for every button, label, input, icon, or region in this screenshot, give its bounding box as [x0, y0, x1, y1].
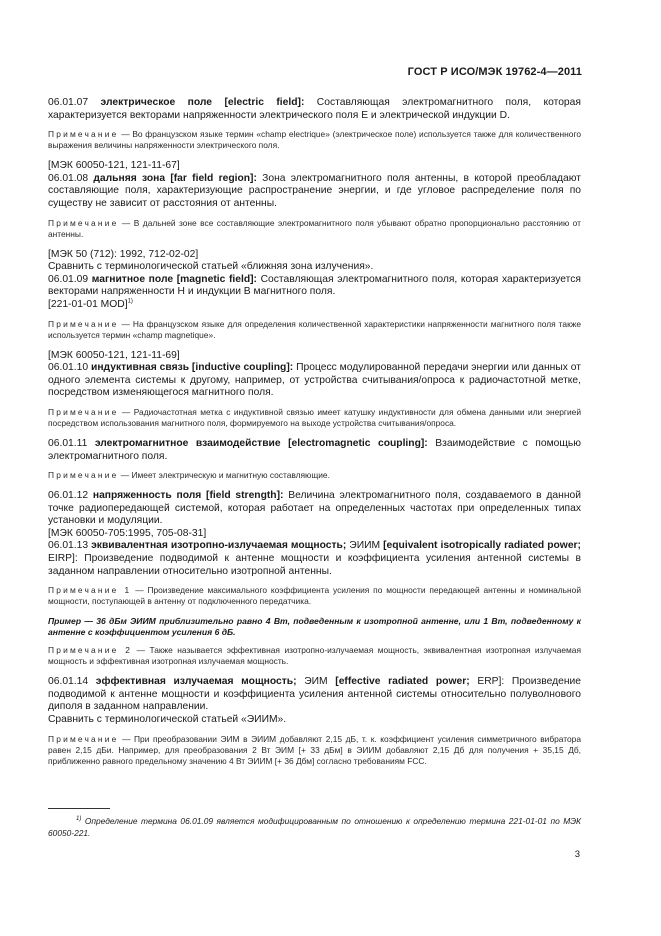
example: Пример — 36 дБм ЭИИМ приблизительно равно 4 Вт, подведенным к изотропной антенне, или 1 Вт, подведенному к антенне с коэффициентом усиления 6 дБ. — [48, 616, 581, 638]
term-title: электрическое поле [electric field]: — [100, 97, 305, 108]
term-english-abbreviation: ERP]: — [469, 676, 505, 688]
term-number: 06.01.08 — [48, 172, 89, 184]
note-text: — Произведение максимального коэффициента усиления по мощности передающей антенны и номинальной мощности, поступающей в антенну от подключенного передатчика. — [48, 585, 581, 607]
term-definition: Составляющая электромагнитного поля, которая характеризуется векторами напряженности электрического поля E и электрической индукции D. — [48, 97, 581, 121]
term-title: дальняя зона [far field region]: — [93, 172, 257, 184]
footnote-mark: 1) — [76, 816, 82, 823]
term-definition: Величина электромагнитного поля, создаваемого в данной точке радиопередающей системой, которая работает на определенных частотах при определенных типах установки и модуляции. — [48, 490, 581, 527]
note-label: Примечание — [48, 645, 119, 656]
note-label: Примечание — [48, 470, 119, 481]
note — [48, 319, 581, 341]
note-label: Примечание — [48, 406, 119, 417]
term-entry-06-01-09 — [48, 274, 581, 299]
term-entry-06-01-14 — [48, 676, 581, 714]
cross-reference: Сравнить с терминологической статьей «ЭИИМ». — [48, 714, 287, 726]
note-number: 1 — [118, 585, 132, 596]
term-title: магнитное поле [magnetic field]: — [91, 273, 257, 285]
term-entry-06-01-12 — [48, 490, 581, 528]
term-title: напряженность поля [field strength]: — [92, 490, 284, 502]
document-code-header: ГОСТ Р ИСО/МЭК 19762-4—2011 — [407, 66, 582, 78]
reference-text: [221-01-01 MOD] — [48, 298, 128, 310]
footnote-ref: 1) — [127, 298, 133, 305]
note — [48, 218, 581, 240]
term-entry-06-01-07 — [48, 97, 581, 122]
term-entry-06-01-10 — [48, 362, 581, 400]
footnote — [48, 816, 581, 839]
reference: [МЭК 60050-121, 121-11-69] — [48, 349, 180, 361]
note-text: — Имеет электрическую и магнитную составляющие. — [118, 470, 330, 481]
term-entry-06-01-08 — [48, 173, 581, 211]
term-number: 06.01.12 — [48, 490, 89, 502]
term-abbreviation: ЭИИМ — [346, 540, 384, 552]
term-title: эквивалентная изотропно-излучаемая мощность; — [91, 540, 347, 552]
term-title: эффективная излучаемая мощность; — [95, 676, 297, 688]
term-definition: Произведение подводимой к антенне мощности и коэффициента усиления антенной системы в заданном направлении относительно изотропной антенны. — [48, 553, 581, 577]
term-number: 06.01.13 — [48, 540, 89, 552]
term-number: 06.01.09 — [48, 273, 89, 285]
note-text: — При преобразовании ЭИМ в ЭИИМ добавляют 2,15 дБ, т. к. коэффициент усиления симметричного вибратора равен 2,15 дБи. Например, для преобразования 2 Вт ЭИМ [+ 33 дБм] в ЭИИМ добавляют 2,15 Дб для получения + 35,15 Дб, приближенно равного предельному значению 4 Вт ЭИИМ [+ 36 Дбм] согласно требованиям FCC. — [48, 733, 581, 766]
term-definition: Процесс модулированной передачи энергии или данных от одного элемента системы к другому, например, от устройства считывания/опроса к радиочастотной метке, посредством изменяющегося магнитного поля. — [48, 362, 581, 399]
term-abbreviation: ЭИМ — [296, 676, 336, 688]
term-title: электромагнитное взаимодействие [electromagnetic coupling]: — [94, 437, 428, 449]
term-definition: Зона электромагнитного поля антенны, в которой преобладают составляющие поля, характеризующие распространение энергии, и где угловое распределение поля по существу не зависит от расстояния от антенны. — [48, 172, 581, 209]
term-english: [effective radiated power; — [335, 676, 470, 688]
term-english-abbreviation: EIRP]: — [48, 553, 78, 565]
term-entry-06-01-11 — [48, 438, 581, 463]
note-label: Примечание — [48, 129, 119, 140]
note-text: — В дальней зоне все составляющие электромагнитного поля убывают обратно пропорционально расстоянию от антенны. — [48, 217, 581, 239]
term-title: индуктивная связь [inductive coupling]: — [91, 362, 294, 374]
term-english: [equivalent isotropically radiated power; — [383, 540, 581, 552]
note-label: Примечание — [48, 585, 119, 596]
note — [48, 585, 581, 607]
footnote-text: Определение термина 06.01.09 является модифицированным по отношению к определению термина 221-01-01 по МЭК 60050-221. — [48, 816, 581, 838]
term-number: 06.01.07 — [48, 97, 89, 108]
reference — [48, 299, 581, 312]
term-definition: Взаимодействие с помощью электромагнитного поля. — [48, 437, 581, 462]
term-number: 06.01.11 — [48, 437, 88, 449]
note — [48, 407, 581, 429]
term-definition: Произведение подводимой к антенне мощности и коэффициента усиления антенной системы относительно полуволнового диполя в заданном направлении. — [48, 676, 581, 713]
note-text: — Во французском языке термин «champ electrique» (электрическое поле) используется также для количественного выражения величины напряженности электрического поля. — [48, 129, 581, 151]
term-number: 06.01.14 — [48, 676, 89, 688]
note — [48, 470, 581, 481]
reference: [МЭК 50 (712): 1992, 712-02-02] — [48, 248, 199, 260]
note-label: Примечание — [48, 733, 119, 744]
footnote-separator — [48, 808, 110, 809]
cross-reference: Сравнить с терминологической статьей «ближняя зона излучения». — [48, 261, 374, 273]
reference: [МЭК 60050-121, 121-11-67] — [48, 160, 180, 172]
document-body — [48, 97, 581, 776]
note — [48, 129, 581, 151]
term-definition: Составляющая электромагнитного поля, которая характеризуется векторами напряженности H и индукции B магнитного поля. — [48, 273, 581, 298]
term-number: 06.01.10 — [48, 362, 89, 374]
note-text: — Также называется эффективная изотропно-излучаемая мощность, эквивалентная изотропная излучаемая мощность и эффективная изотропная излучаемая мощность. — [48, 645, 582, 667]
note — [48, 734, 581, 767]
note-label: Примечание — [48, 318, 119, 329]
note — [48, 645, 581, 667]
note-number: 2 — [118, 645, 133, 656]
term-entry-06-01-13 — [48, 540, 581, 578]
note-text: — На французском языке для определения количественной характеристики напряженности магнитного поля также используется термин «champ magnetique». — [48, 318, 581, 340]
page-number: 3 — [574, 849, 580, 860]
note-label: Примечание — [48, 217, 119, 228]
note-text: — Радиочастотная метка с индуктивной связью имеет катушку индуктивности для обмена данными или энергией посредством использования магнитного поля, формируемого на выходе устройства считывания/опроса. — [48, 406, 581, 428]
reference: [МЭК 60050-705:1995, 705-08-31] — [48, 527, 207, 539]
